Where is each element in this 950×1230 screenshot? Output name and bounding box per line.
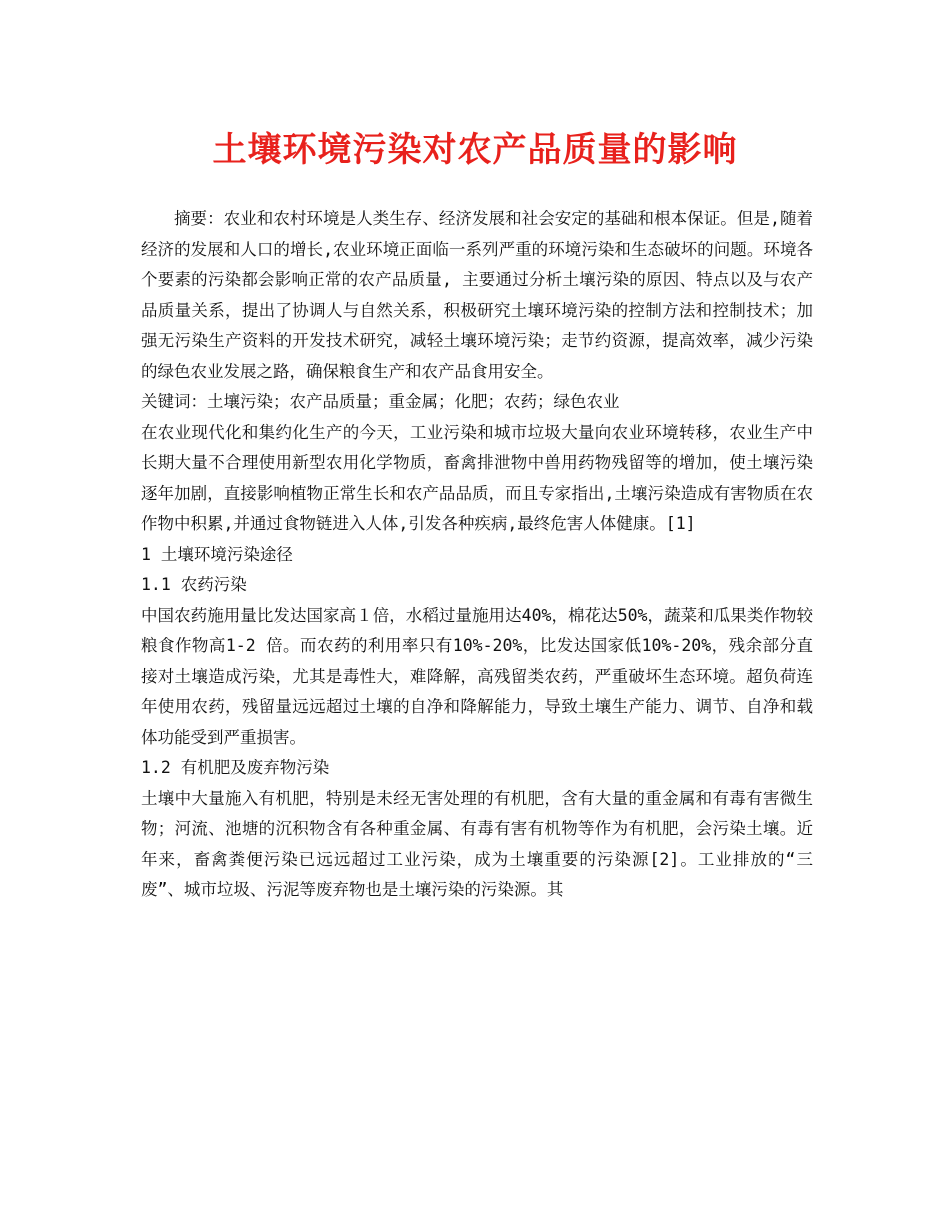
subsection-heading: 1.2 有机肥及废弃物污染 (141, 758, 330, 777)
keywords-line: 关键词：土壤污染；农产品质量；重金属；化肥；农药；绿色农业 (141, 392, 620, 411)
document-body (141, 204, 813, 906)
section-heading: 1 土壤环境污染途径 (141, 544, 293, 564)
subsection-paragraph: 中国农药施用量比发达国家高１倍，水稻过量施用达40%，棉花达50%，蔬菜和瓜果类作物较粮食作物高1-2 倍。而农药的利用率只有10%-20%，比发达国家低10%-20%，残余部分直接对土壤造成污染，尤其是毒性大，难降解，高残留类农药，严重破坏生态环境。超负荷连年使用农药，残留量远远超过土壤的自净和降解能力，导致土壤生产能力、调节、自净和载体功能受到严重损害。 (141, 605, 813, 747)
subsection-heading: 1.1 农药污染 (141, 575, 247, 594)
subsection-paragraph: 土壤中大量施入有机肥，特别是未经无害处理的有机肥，含有大量的重金属和有毒有害微生物；河流、池塘的沉积物含有各种重金属、有毒有害有机物等作为有机肥，会污染土壤。近年来，畜禽粪便污染已远远超过工业污染，成为土壤重要的污染源[2]。工业排放的“三废”、城市垃圾、污泥等废弃物也是土壤污染的污染源。其 (141, 788, 813, 899)
intro-paragraph: 在农业现代化和集约化生产的今天，工业污染和城市垃圾大量向农业环境转移，农业生产中长期大量不合理使用新型农用化学物质，畜禽排泄物中兽用药物残留等的增加，使土壤污染逐年加剧，直接影响植物正常生长和农产品品质，而且专家指出,土壤污染造成有害物质在农作物中积累,并通过食物链进入人体,引发各种疾病,最终危害人体健康。[1] (141, 422, 813, 533)
document-title: 土壤环境污染对农产品质量的影响 (212, 130, 738, 170)
abstract-paragraph: 摘要：农业和农村环境是人类生存、经济发展和社会安定的基础和根本保证。但是,随着经济的发展和人口的增长,农业环境正面临一系列严重的环境污染和生态破坏的问题。环境各个要素的污染都会影响正常的农产品质量, 主要通过分析土壤污染的原因、特点以及与农产品质量关系，提出了协调人与自然关系，积极研究土壤环境污染的控制方法和控制技术；加强无污染生产资料的开发技术研究，减轻土壤环境污染；走节约资源，提高效率，减少污染的绿色农业发展之路，确保粮食生产和农产品食用安全。 (141, 209, 813, 381)
